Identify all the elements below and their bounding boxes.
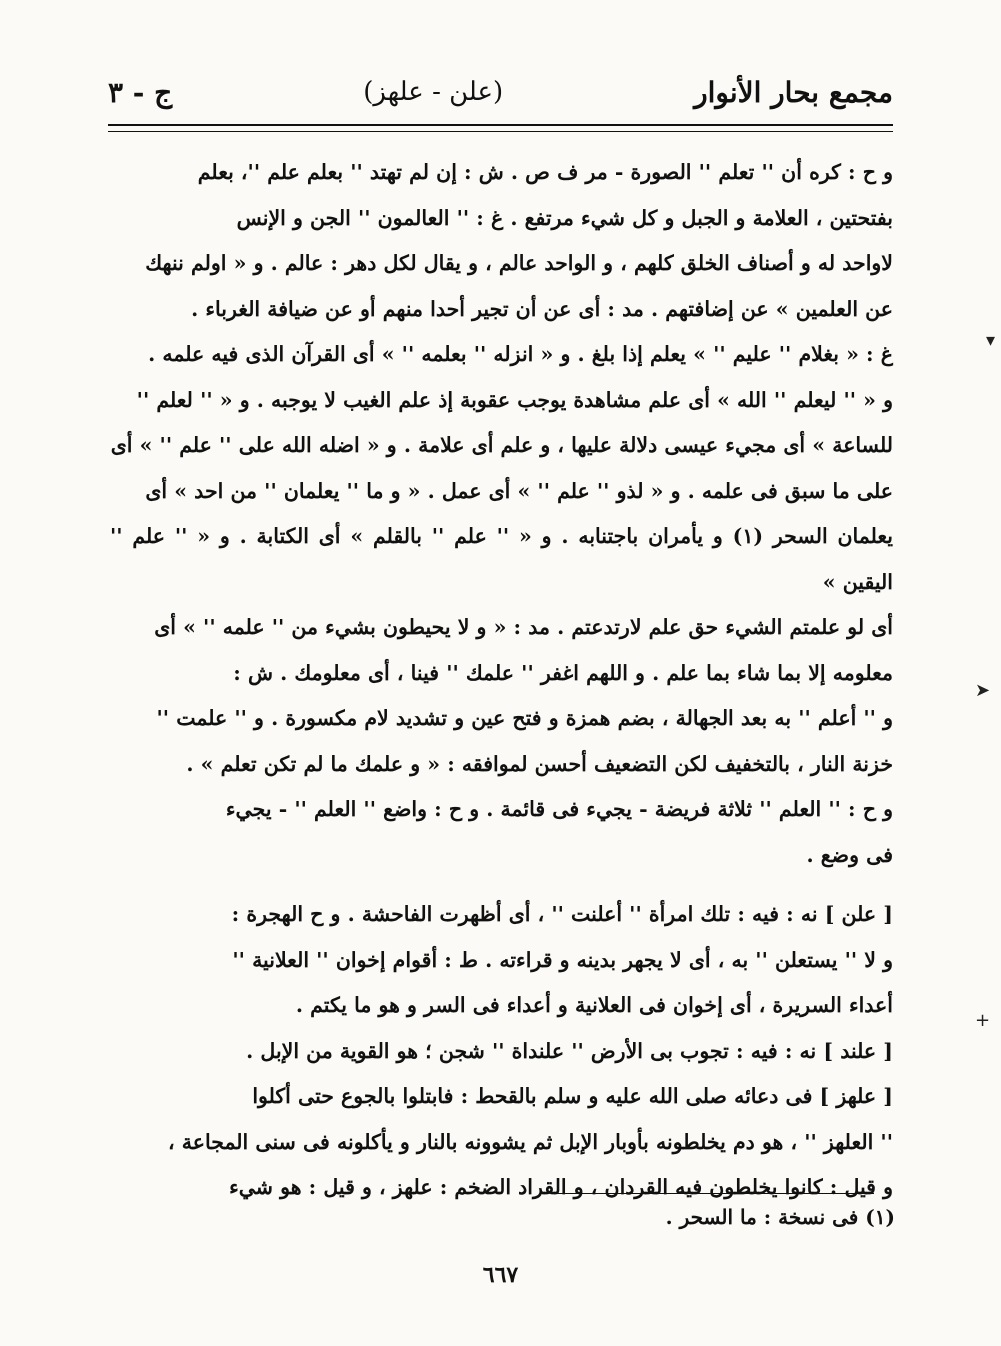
text-line: و ح : '' العلم '' ثلاثة فريضة - يجيء فى قائمة . و ح : واضع '' العلم '' - يجيء <box>225 797 893 821</box>
text-line: و ح : كره أن '' تعلم '' الصورة - مر ف ص . ش : إن لم تهتد '' بعلم علم ''، بعلم <box>197 160 893 184</box>
text-line: معلومه إلا بما شاء بما علم . و اللهم اغفر '' علمك '' فينا ، أى معلومك . ش : <box>233 660 893 685</box>
text-line: على ما سبق فى علمه . و « لذو '' علم '' » أى عمل . « و ما '' يعلمان '' من احد » أى <box>145 478 893 503</box>
scan-mark: + <box>975 1010 991 1031</box>
text-line: و '' أعلم '' به بعد الجهالة ، بضم همزة و فتح عين و تشديد لام مكسورة . و '' علمت '' <box>156 706 893 730</box>
footnote: (١) فى نسخة : ما السحر . <box>665 1205 895 1229</box>
header-rule-top <box>108 124 893 126</box>
text-line: لاواحد له و أصناف الخلق كلهم ، و الواحد عالم ، و يقال لكل دهر : عالم . و « اولم ننهك <box>145 251 893 275</box>
entry-alan-line: [ علن ] نه : فيه : تلك امرأة '' أعلنت '' ، أى أظهرت الفاحشة . و ح الهجرة : <box>231 902 893 926</box>
section-range: (علن - علهز) <box>363 77 504 107</box>
scan-mark: ➤ <box>975 680 991 701</box>
header-rule-bottom <box>108 131 893 132</box>
entry-alan-line: و لا '' يستعلن '' به ، أى لا يجهر بدينه و قراءته . ط : أقوام إخوان '' العلانية '' <box>232 947 893 972</box>
text-line: خزنة النار ، بالتخفيف لكن التضعيف أحسن لموافقه : « و علمك ما لم تكن تعلم » . <box>186 751 893 776</box>
text-line: عن العلمين » عن إضافتهم . مد : أى عن أن تجير أحدا منهم أو عن ضيافة الغرباء . <box>191 296 893 321</box>
text-line: أى لو علمتم الشيء حق علم لارتدعتم . مد : « و لا يحيطون بشيء من '' علمه '' » أى <box>154 615 893 639</box>
text-line: فى وضع . <box>806 842 893 867</box>
entry-alhaz-line: و قيل : كانوا يخلطون فيه القردان ، و القراد الضخم : علهز ، و قيل : هو شيء <box>229 1175 893 1199</box>
text-line: غ : « بغلام '' عليم '' » يعلم إذا بلغ . و « انزله '' بعلمه '' » أى القرآن الذى فيه علمه . <box>148 342 893 366</box>
volume-label: ج - ٣ <box>108 75 173 109</box>
entry-aland-line: [ علند ] نه : فيه : تجوب بى الأرض '' علنداة '' شجن ؛ هو القوية من الإبل . <box>246 1038 893 1063</box>
text-line: يعلمان السحر (١) و يأمران باجتنابه . و « '' علم '' بالقلم » أى الكتابة . و « '' علم '' اليقين » <box>110 524 893 594</box>
text-line: للساعة » أى مجيء عيسى دلالة عليها ، و علم أى علامة . و « اضله الله على '' علم '' » أى <box>110 433 893 457</box>
page-number: ٦٦٧ <box>482 1262 519 1288</box>
text-line: و « '' ليعلم '' الله » أى علم مشاهدة يوجب عقوبة إذ علم الغيب لا يوجبه . و « '' لعلم '' <box>136 387 893 412</box>
entry-alhaz-line: '' العلهز '' ، هو دم يخلطونه بأوبار الإبل ثم يشوونه بالنار و يأكلونه فى سنى المجاعة ، <box>168 1129 893 1154</box>
running-header <box>108 62 893 122</box>
book-title: مجمع بحار الأنوار <box>694 75 893 109</box>
text-line: بفتحتين ، العلامة و الجبل و كل شيء مرتفع . غ : '' العالمون '' الجن و الإنس <box>236 205 893 230</box>
main-text <box>110 150 893 1211</box>
scan-mark: ▾ <box>986 330 996 351</box>
footnote-rule <box>552 1193 874 1194</box>
entry-alan-line: أعداء السريرة ، أى إخوان فى العلانية و أعداء فى السر و هو ما يكتم . <box>295 993 893 1017</box>
entry-alhaz-line: [ علهز ] فى دعائه صلى الله عليه و سلم بالقحط : فابتلوا بالجوع حتى أكلوا <box>252 1084 893 1108</box>
